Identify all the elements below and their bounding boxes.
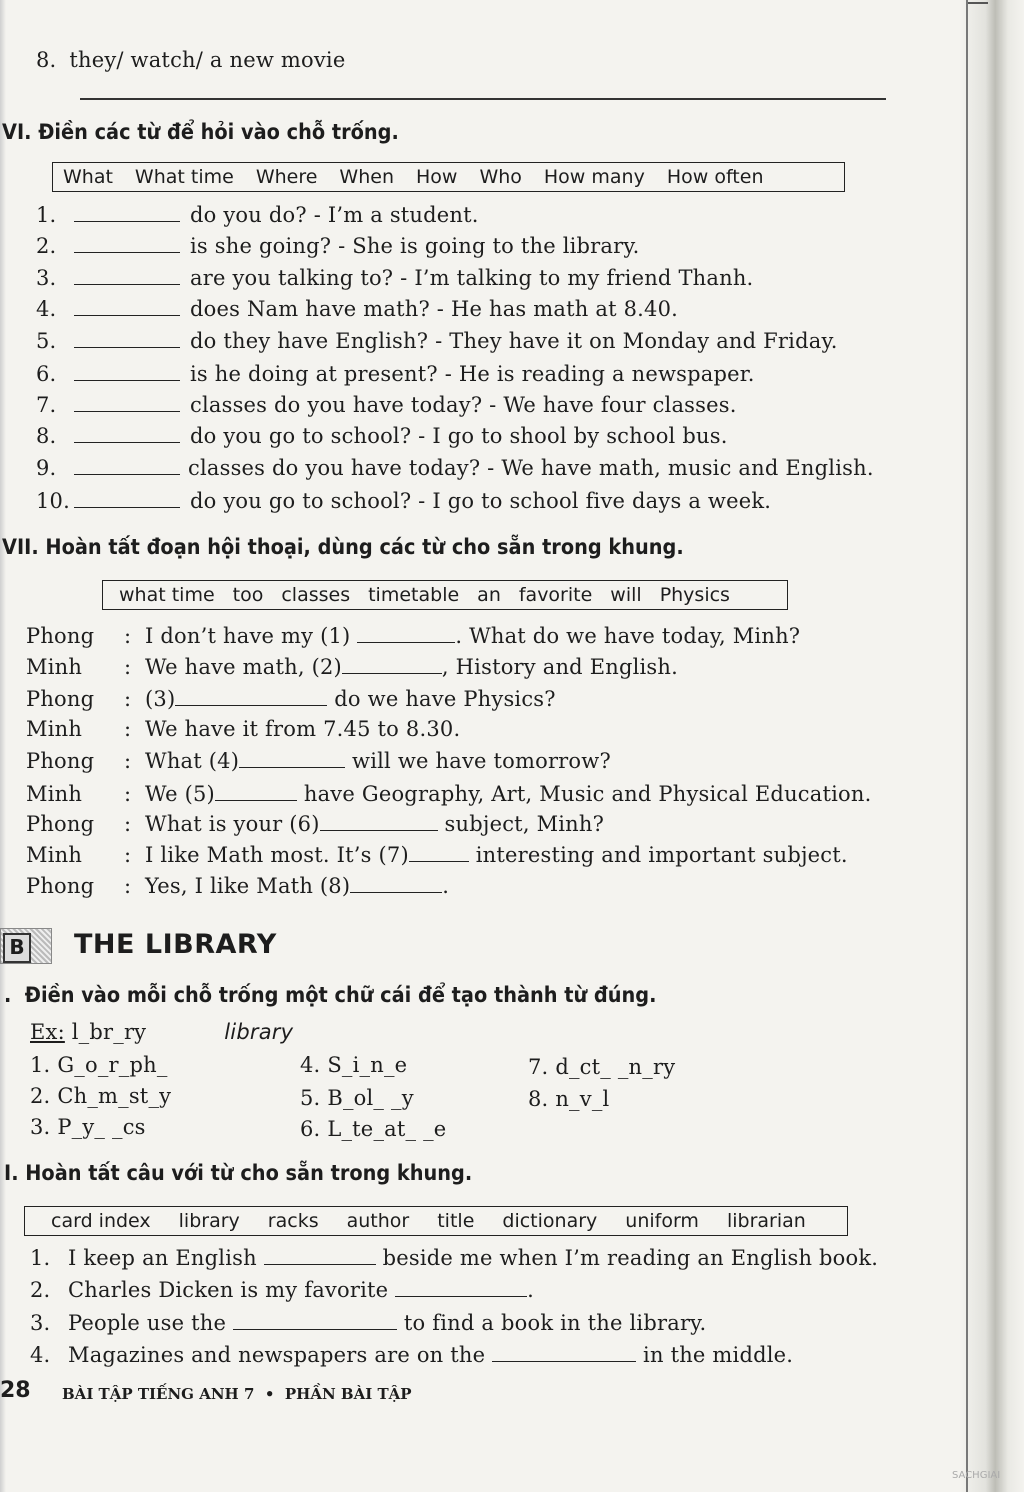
answer-blank[interactable] bbox=[74, 364, 180, 381]
word-box-item: Where bbox=[255, 166, 318, 188]
answer-blank[interactable] bbox=[74, 491, 180, 508]
answer-line bbox=[80, 98, 886, 100]
top-item-num: 8. bbox=[36, 48, 57, 72]
section-7-word-box bbox=[102, 580, 788, 610]
word-box-item: author bbox=[346, 1210, 410, 1232]
word-box-item: Who bbox=[479, 166, 522, 188]
word-box-item: will bbox=[610, 584, 642, 606]
part-2-word-box bbox=[24, 1206, 848, 1236]
word-box-item: favorite bbox=[518, 584, 593, 606]
spelling-item: 2. Ch_m_st_y bbox=[30, 1084, 172, 1108]
answer-blank[interactable] bbox=[239, 751, 345, 768]
word-box-item: library bbox=[178, 1210, 240, 1232]
word-box-item: classes bbox=[281, 584, 351, 606]
dialogue-line: Phong : What (4) will we have tomorrow? bbox=[26, 749, 611, 773]
exercise-item: 1. do you do? - I’m a student. bbox=[36, 203, 479, 227]
answer-blank[interactable] bbox=[409, 845, 469, 862]
dialogue-line: Minh : I like Math most. It’s (7) interesting and important subject. bbox=[26, 843, 848, 867]
exercise-item: 5. do they have English? - They have it on Monday and Friday. bbox=[36, 329, 838, 353]
section-6-word-box bbox=[52, 162, 845, 192]
dialogue-line: Minh : We have it from 7.45 to 8.30. bbox=[26, 717, 461, 741]
spelling-item: 3. P_y_ _cs bbox=[30, 1115, 146, 1139]
watermark-logo: SACHGIAI bbox=[952, 1470, 1001, 1481]
sentence-item: 3. People use the to find a book in the library. bbox=[30, 1311, 707, 1335]
word-box-item: What time bbox=[134, 166, 234, 188]
dialogue-line: Phong : Yes, I like Math (8) . bbox=[26, 874, 450, 898]
example: Ex: l_br_ry library bbox=[30, 1020, 294, 1044]
answer-blank[interactable] bbox=[74, 205, 180, 222]
exercise-item: 3. are you talking to? - I’m talking to my friend Thanh. bbox=[36, 266, 754, 290]
dialogue-line: Phong : What is your (6) subject, Minh? bbox=[26, 812, 605, 836]
spelling-item: 6. L_te_at_ _e bbox=[300, 1117, 447, 1141]
answer-blank[interactable] bbox=[74, 426, 180, 443]
spelling-item: 5. B_ol_ _y bbox=[300, 1086, 414, 1110]
answer-blank[interactable] bbox=[74, 458, 180, 475]
part-2-heading: I. Hoàn tất câu với từ cho sẵn trong khung. bbox=[4, 1161, 473, 1185]
word-box-item: librarian bbox=[726, 1210, 806, 1232]
exercise-item: 10. do you go to school? - I go to school five days a week. bbox=[36, 489, 772, 513]
footer-title: BÀI TẬP TIẾNG ANH 7 • PHẦN BÀI TẬP bbox=[62, 1385, 412, 1403]
answer-blank[interactable] bbox=[264, 1248, 376, 1265]
dialogue-line: Phong : I don’t have my (1) . What do we have today, Minh? bbox=[26, 624, 801, 648]
word-box-item: uniform bbox=[625, 1210, 699, 1232]
word-box-item: timetable bbox=[368, 584, 460, 606]
answer-blank[interactable] bbox=[74, 299, 180, 316]
word-box-item: title bbox=[437, 1210, 475, 1232]
word-box-item: an bbox=[477, 584, 501, 606]
dialogue-line: Phong : (3) do we have Physics? bbox=[26, 687, 556, 711]
word-box-item: How many bbox=[543, 166, 645, 188]
answer-blank[interactable] bbox=[320, 814, 438, 831]
word-box-item: How often bbox=[666, 166, 764, 188]
exercise-item: 4. does Nam have math? - He has math at 8.40. bbox=[36, 297, 679, 321]
word-box-item: When bbox=[339, 166, 394, 188]
word-box-item: dictionary bbox=[502, 1210, 598, 1232]
sentence-item: 1. I keep an English beside me when I’m reading an English book. bbox=[30, 1246, 879, 1270]
answer-blank[interactable] bbox=[175, 689, 327, 706]
word-box-item: what time bbox=[119, 584, 215, 606]
answer-blank[interactable] bbox=[74, 395, 180, 412]
word-box-item: How bbox=[415, 166, 458, 188]
answer-blank[interactable] bbox=[357, 626, 455, 643]
section-b-title: THE LIBRARY bbox=[74, 929, 277, 960]
answer-blank[interactable] bbox=[215, 784, 297, 801]
spelling-item: 4. S_i_n_e bbox=[300, 1053, 408, 1077]
word-box-item: racks bbox=[267, 1210, 319, 1232]
dialogue-line: Minh : We have math, (2) , History and English. bbox=[26, 655, 679, 679]
section-b-badge: B bbox=[0, 928, 52, 964]
exercise-item: 8. do you go to school? - I go to shool by school bus. bbox=[36, 424, 728, 448]
exercise-item: 9. classes do you have today? - We have math, music and English. bbox=[36, 456, 874, 480]
answer-blank[interactable] bbox=[342, 657, 442, 674]
sentence-item: 4. Magazines and newspapers are on the in the middle. bbox=[30, 1343, 794, 1367]
spelling-item: 1. G_o_r_ph_ bbox=[30, 1053, 168, 1077]
top-item bbox=[36, 48, 345, 72]
exercise-item: 6. is he doing at present? - He is reading a newspaper. bbox=[36, 362, 755, 386]
exercise-item: 2. is she going? - She is going to the library. bbox=[36, 234, 640, 258]
section-6-heading: VI. Điền các từ để hỏi vào chỗ trống. bbox=[2, 120, 399, 144]
word-box-item: Physics bbox=[659, 584, 730, 606]
exercise-item: 7. classes do you have today? - We have four classes. bbox=[36, 393, 737, 417]
page-left-edge bbox=[0, 0, 6, 1492]
dialogue-line: Minh : We (5) have Geography, Art, Music and Physical Education. bbox=[26, 782, 872, 806]
spelling-item: 7. d_ct_ _n_ry bbox=[528, 1055, 676, 1079]
word-box-item: too bbox=[232, 584, 264, 606]
answer-blank[interactable] bbox=[233, 1313, 397, 1330]
answer-blank[interactable] bbox=[492, 1345, 636, 1362]
answer-blank[interactable] bbox=[74, 236, 180, 253]
book-spine-edge bbox=[960, 0, 1024, 1492]
word-box-item: What bbox=[63, 166, 113, 188]
page-number: 28 bbox=[0, 1378, 31, 1403]
answer-blank[interactable] bbox=[74, 268, 180, 285]
answer-blank[interactable] bbox=[350, 876, 442, 893]
answer-blank[interactable] bbox=[74, 331, 180, 348]
word-box-item: card index bbox=[51, 1210, 151, 1232]
sentence-item: 2. Charles Dicken is my favorite . bbox=[30, 1278, 535, 1302]
part-1-heading: . Điền vào mỗi chỗ trống một chữ cái để tạo thành từ đúng. bbox=[4, 983, 657, 1007]
top-item-text: they/ watch/ a new movie bbox=[69, 48, 346, 72]
section-7-heading: VII. Hoàn tất đoạn hội thoại, dùng các từ cho sẵn trong khung. bbox=[2, 535, 684, 559]
spelling-item: 8. n_v_l bbox=[528, 1087, 610, 1111]
answer-blank[interactable] bbox=[395, 1280, 527, 1297]
